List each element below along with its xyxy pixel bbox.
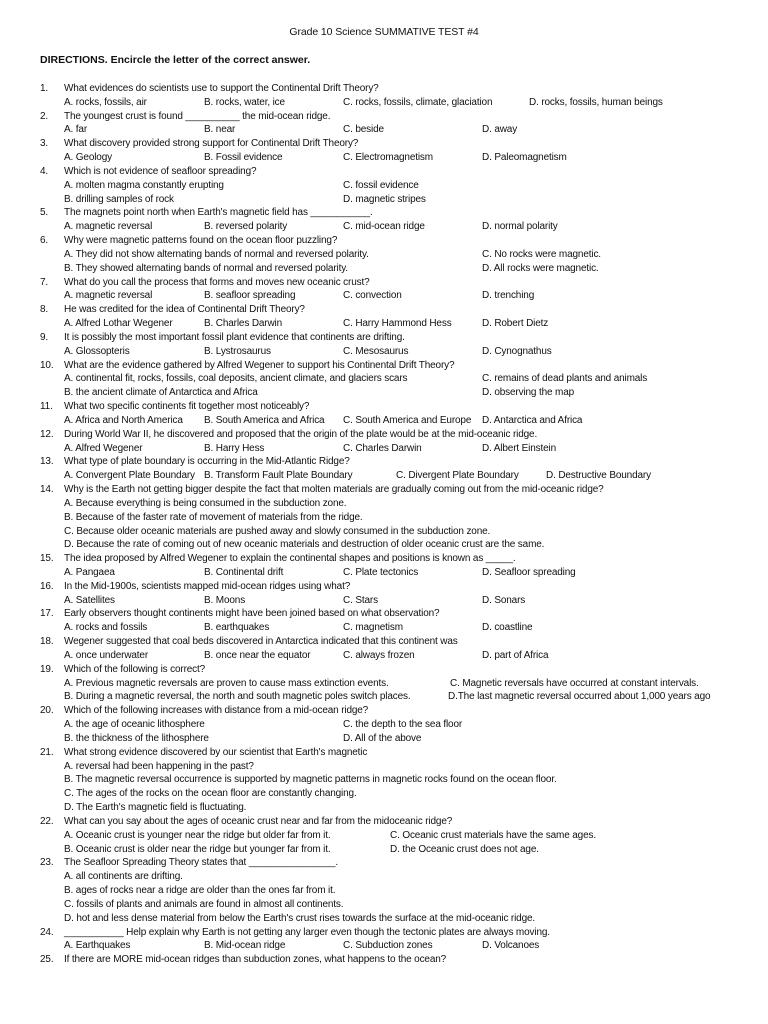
answer-option[interactable]: B. ages of rocks near a ridge are older than the ones far from it. — [64, 885, 336, 897]
answer-option[interactable]: D. Sonars — [482, 594, 526, 606]
question-text: What can you say about the ages of oceanic crust near and far from the midoceanic ridge? — [64, 815, 453, 827]
answer-options-line — [0, 566, 768, 580]
answer-option[interactable]: D. trenching — [482, 290, 535, 302]
answer-option[interactable]: D. observing the map — [482, 387, 575, 399]
answer-option[interactable]: A. the age of oceanic lithosphere — [64, 719, 205, 731]
answer-option[interactable]: D. normal polarity — [482, 221, 558, 233]
answer-option[interactable]: D. Antarctica and Africa — [482, 414, 583, 426]
answer-options-line — [0, 732, 768, 746]
answer-option[interactable]: C. Stars — [343, 594, 378, 606]
question-line — [0, 331, 768, 345]
question-line — [0, 926, 768, 940]
page-title: Grade 10 Science SUMMATIVE TEST #4 — [289, 26, 479, 38]
question-text: He was credited for the idea of Continental Drift Theory? — [64, 304, 305, 316]
question-number: 20. — [40, 705, 54, 717]
answer-option[interactable]: D. away — [482, 124, 518, 136]
answer-options-line — [0, 649, 768, 663]
answer-option[interactable]: A. rocks, fossils, air — [64, 96, 147, 108]
question-text: It is possibly the most important fossil plant evidence that continents are drifting. — [64, 331, 405, 343]
answer-options-line — [0, 538, 768, 552]
question-text: The magnets point north when Earth's magnetic field has ___________. — [64, 207, 373, 219]
answer-option[interactable]: A. Glossopteris — [64, 345, 130, 357]
question-line — [0, 276, 768, 290]
answer-option[interactable]: A. magnetic reversal — [64, 290, 153, 302]
answer-option[interactable]: C. Charles Darwin — [343, 442, 422, 454]
answer-options-line — [0, 801, 768, 815]
answer-option[interactable]: D. Volcanoes — [482, 940, 540, 952]
answer-options-line — [0, 621, 768, 635]
answer-option[interactable]: A. Alfred Lothar Wegener — [64, 318, 173, 330]
answer-option[interactable]: D. the Oceanic crust does not age. — [390, 843, 539, 855]
question-number: 10. — [40, 359, 54, 371]
answer-option[interactable]: A. Oceanic crust is younger near the ridge but older far from it. — [64, 829, 331, 841]
answer-option[interactable]: A. all continents are drifting. — [64, 871, 183, 883]
answer-option[interactable]: B. seafloor spreading — [204, 290, 296, 302]
answer-option[interactable]: B. rocks, water, ice — [204, 96, 285, 108]
answer-option[interactable]: B. Oceanic crust is older near the ridge but younger far from it. — [64, 843, 331, 855]
answer-option[interactable]: D. Paleomagnetism — [482, 152, 567, 164]
question-number: 14. — [40, 484, 54, 496]
question-line — [0, 206, 768, 220]
answer-options-line — [0, 442, 768, 456]
question-number: 19. — [40, 663, 54, 675]
question-line — [0, 856, 768, 870]
answer-options-line — [0, 497, 768, 511]
answer-option[interactable]: D. rocks, fossils, human beings — [529, 96, 663, 108]
answer-option[interactable]: B. Transform Fault Plate Boundary — [204, 470, 353, 482]
question-line — [0, 455, 768, 469]
question-text: What are the evidence gathered by Alfred Wegener to support his Continental Drift Theory? — [64, 359, 455, 371]
answer-option[interactable]: C. remains of dead plants and animals — [482, 373, 648, 385]
answer-option[interactable]: B. drilling samples of rock — [64, 193, 174, 205]
question-text: What two specific continents fit together most noticeably? — [64, 401, 310, 413]
question-text: Wegener suggested that coal beds discovered in Antarctica indicated that this continent was — [64, 636, 458, 648]
answer-options-line — [0, 594, 768, 608]
answer-option[interactable]: C. Magnetic reversals have occurred at constant intervals. — [450, 677, 699, 689]
answer-option[interactable]: D. coastline — [482, 622, 533, 634]
answer-option[interactable]: D. Cynognathus — [482, 345, 552, 357]
answer-options-line — [0, 690, 768, 704]
answer-option[interactable]: C. No rocks were magnetic. — [482, 248, 601, 260]
question-number: 13. — [40, 456, 54, 468]
answer-option[interactable]: C. mid-ocean ridge — [343, 221, 425, 233]
answer-option[interactable]: A. once underwater — [64, 649, 149, 661]
question-number: 17. — [40, 608, 54, 620]
question-line — [0, 234, 768, 248]
question-line — [0, 635, 768, 649]
question-line — [0, 110, 768, 124]
question-number: 25. — [40, 954, 54, 966]
question-line — [0, 137, 768, 151]
answer-options-line — [0, 760, 768, 774]
question-text: If there are MORE mid-ocean ridges than subduction zones, what happens to the ocean? — [64, 954, 447, 966]
answer-option[interactable]: D. part of Africa — [482, 649, 549, 661]
answer-options-line — [0, 829, 768, 843]
answer-options-line — [0, 773, 768, 787]
question-number: 23. — [40, 857, 54, 869]
answer-option[interactable]: C. fossils of plants and animals are found in almost all continents. — [64, 898, 344, 910]
answer-option[interactable]: C. Mesosaurus — [343, 345, 409, 357]
answer-option[interactable]: A. far — [64, 124, 87, 136]
question-text: The youngest crust is found __________ the mid-ocean ridge. — [64, 110, 331, 122]
answer-options-line — [0, 220, 768, 234]
answer-option[interactable]: C. Plate tectonics — [343, 566, 419, 578]
question-text: Which of the following increases with distance from a mid-ocean ridge? — [64, 705, 369, 717]
answer-options-line — [0, 262, 768, 276]
answer-options-line — [0, 345, 768, 359]
question-line — [0, 400, 768, 414]
answer-option[interactable]: B. Harry Hess — [204, 442, 265, 454]
answer-option[interactable]: B. reversed polarity — [204, 221, 288, 233]
answer-option[interactable]: A. Satellites — [64, 594, 115, 606]
answer-options-line — [0, 151, 768, 165]
answer-options-line — [0, 787, 768, 801]
answer-option[interactable]: D. Robert Dietz — [482, 318, 549, 330]
answer-option[interactable]: B. South America and Africa — [204, 414, 325, 426]
question-text: ___________ Help explain why Earth is not getting any larger even though the tectonic plates are always moving. — [64, 926, 550, 938]
answer-option[interactable]: D. hot and less dense material from below the Earth's crust rises towards the surface at the mid-oceanic ridge. — [64, 912, 536, 924]
answer-option[interactable]: D. All rocks were magnetic. — [482, 262, 599, 274]
answer-option[interactable]: B. the thickness of the lithosphere — [64, 732, 209, 744]
question-number: 11. — [40, 401, 53, 413]
answer-option[interactable]: B. Fossil evidence — [204, 152, 283, 164]
question-line — [0, 746, 768, 760]
answer-option[interactable]: C. beside — [343, 124, 384, 136]
answer-options-line — [0, 123, 768, 137]
answer-option[interactable]: D. Albert Einstein — [482, 442, 557, 454]
answer-option[interactable]: D. The Earth's magnetic field is fluctuating. — [64, 802, 247, 814]
question-number: 3. — [40, 138, 49, 150]
question-number: 16. — [40, 580, 54, 592]
question-number: 4. — [40, 165, 49, 177]
answer-option[interactable]: C. magnetism — [343, 622, 403, 634]
answer-option[interactable]: C. always frozen — [343, 649, 415, 661]
answer-option[interactable]: A. Because everything is being consumed in the subduction zone. — [64, 497, 347, 509]
question-line — [0, 483, 768, 497]
answer-options-line — [0, 843, 768, 857]
question-line — [0, 580, 768, 594]
question-line — [0, 82, 768, 96]
answer-option[interactable]: B. near — [204, 124, 236, 136]
answer-options-line — [0, 884, 768, 898]
answer-option[interactable]: A. magnetic reversal — [64, 221, 153, 233]
question-number: 18. — [40, 636, 54, 648]
answer-option[interactable]: B. Because of the faster rate of movement of materials from the ridge. — [64, 511, 363, 523]
question-line — [0, 359, 768, 373]
question-line — [0, 607, 768, 621]
answer-option[interactable]: A. molten magma constantly erupting — [64, 179, 224, 191]
answer-option[interactable]: B. The magnetic reversal occurrence is supported by magnetic patterns in magnetic rocks found on the ocean floor. — [64, 774, 557, 786]
answer-options-line — [0, 525, 768, 539]
answer-options-line — [0, 898, 768, 912]
answer-options-line — [0, 289, 768, 303]
question-line — [0, 815, 768, 829]
question-number: 15. — [40, 553, 54, 565]
answer-option[interactable]: B. the ancient climate of Antarctica and Africa — [64, 387, 258, 399]
answer-option[interactable]: B. Charles Darwin — [204, 318, 283, 330]
answer-options-line — [0, 677, 768, 691]
question-line — [0, 953, 768, 967]
answer-option[interactable]: D. Because the rate of coming out of new oceanic materials and destruction of older oceanic crust are the same. — [64, 539, 545, 551]
answer-options-line — [0, 469, 768, 483]
question-line — [0, 303, 768, 317]
question-text: What evidences do scientists use to support the Continental Drift Theory? — [64, 83, 379, 94]
answer-option[interactable]: A. Geology — [64, 152, 112, 164]
question-text: Which is not evidence of seafloor spreading? — [64, 165, 257, 177]
answer-options-line — [0, 372, 768, 386]
answer-option[interactable]: A. rocks and fossils — [64, 622, 148, 634]
answer-option[interactable]: C. convection — [343, 290, 402, 302]
question-number: 5. — [40, 207, 49, 219]
answer-options-line — [0, 511, 768, 525]
question-text: The Seafloor Spreading Theory states that ________________. — [64, 857, 338, 869]
answer-option[interactable]: D. magnetic stripes — [343, 193, 426, 205]
answer-option[interactable]: A. They did not show alternating bands of normal and reversed polarity. — [64, 248, 369, 260]
answer-option[interactable]: A. Alfred Wegener — [64, 442, 143, 454]
answer-option[interactable]: A. Convergent Plate Boundary — [64, 470, 195, 482]
question-line — [0, 428, 768, 442]
answer-option[interactable]: B. During a magnetic reversal, the north and south magnetic poles switch places. — [64, 691, 411, 703]
answer-option[interactable]: C. the depth to the sea floor — [343, 719, 463, 731]
question-text: Why is the Earth not getting bigger despite the fact that molten materials are gradually coming out from the mid-oceanic ridge? — [64, 484, 604, 496]
answer-option[interactable]: B. Lystrosaurus — [204, 345, 271, 357]
answer-options-line — [0, 912, 768, 926]
answer-options-line — [0, 718, 768, 732]
answer-options-line — [0, 317, 768, 331]
question-line — [0, 663, 768, 677]
answer-option[interactable]: C. Electromagnetism — [343, 152, 433, 164]
answer-option[interactable]: A. Pangaea — [64, 566, 115, 578]
answer-option[interactable]: C. South America and Europe — [343, 414, 472, 426]
answer-option[interactable]: B. Moons — [204, 594, 246, 606]
answer-option[interactable]: B. Mid-ocean ridge — [204, 940, 286, 952]
question-number: 9. — [40, 331, 49, 343]
answer-options-line — [0, 248, 768, 262]
answer-options-line — [0, 386, 768, 400]
answer-options-line — [0, 179, 768, 193]
question-number: 8. — [40, 304, 49, 316]
question-number: 2. — [40, 110, 49, 122]
answer-option[interactable]: C. Oceanic crust materials have the same ages. — [390, 829, 596, 841]
question-text: What strong evidence discovered by our scientist that Earth's magnetic — [64, 746, 368, 758]
question-number: 7. — [40, 276, 49, 288]
question-text: Which of the following is correct? — [64, 663, 206, 675]
answer-option[interactable]: B. Continental drift — [204, 566, 284, 578]
question-number: 21. — [40, 746, 54, 758]
question-line — [0, 704, 768, 718]
question-text: What discovery provided strong support for Continental Drift Theory? — [64, 138, 359, 150]
question-text: The idea proposed by Alfred Wegener to explain the continental shapes and positions is known as _____. — [64, 553, 516, 565]
answer-option[interactable]: C. The ages of the rocks on the ocean floor are constantly changing. — [64, 788, 357, 800]
answer-option[interactable]: A. Earthquakes — [64, 940, 131, 952]
question-number: 24. — [40, 926, 54, 938]
answer-option[interactable]: B. They showed alternating bands of normal and reversed polarity. — [64, 262, 348, 274]
answer-options-line — [0, 939, 768, 953]
answer-option[interactable]: D. Destructive Boundary — [546, 470, 651, 482]
answer-option[interactable]: C. rocks, fossils, climate, glaciation — [343, 96, 493, 108]
question-number: 1. — [40, 83, 49, 94]
answer-option[interactable]: D. Seafloor spreading — [482, 566, 576, 578]
answer-option[interactable]: A. continental fit, rocks, fossils, coal deposits, ancient climate, and glaciers scars — [64, 373, 408, 385]
question-line — [0, 552, 768, 566]
answer-option[interactable]: A. reversal had been happening in the past? — [64, 760, 254, 772]
question-text: Why were magnetic patterns found on the ocean floor puzzling? — [64, 235, 338, 247]
question-number: 12. — [40, 428, 54, 440]
answer-option[interactable]: C. Divergent Plate Boundary — [396, 470, 519, 482]
answer-options-line — [0, 96, 768, 110]
answer-option[interactable]: C. Subduction zones — [343, 940, 433, 952]
answer-option[interactable]: D. All of the above — [343, 732, 422, 744]
question-text: What do you call the process that forms and moves new oceanic crust? — [64, 276, 370, 288]
answer-option[interactable]: B. earthquakes — [204, 622, 270, 634]
question-text: What type of plate boundary is occurring in the Mid-Atlantic Ridge? — [64, 456, 350, 468]
question-text: In the Mid-1900s, scientists mapped mid-ocean ridges using what? — [64, 580, 351, 592]
answer-option[interactable]: A. Africa and North America — [64, 414, 183, 426]
answer-option[interactable]: C. Because older oceanic materials are pushed away and slowly consumed in the subduction zone. — [64, 525, 491, 537]
question-list — [0, 82, 768, 967]
question-number: 22. — [40, 815, 54, 827]
answer-option[interactable]: C. fossil evidence — [343, 179, 419, 191]
answer-option[interactable]: C. Harry Hammond Hess — [343, 318, 452, 330]
answer-option[interactable]: D.The last magnetic reversal occurred about 1,000 years ago — [448, 691, 711, 703]
question-text: Early observers thought continents might have been joined based on what observation? — [64, 608, 440, 620]
answer-options-line — [0, 870, 768, 884]
question-text: During World War II, he discovered and proposed that the origin of the plate would be at the mid-oceanic ridge. — [64, 428, 538, 440]
answer-options-line — [0, 414, 768, 428]
question-line — [0, 165, 768, 179]
answer-option[interactable]: A. Previous magnetic reversals are proven to cause mass extinction events. — [64, 677, 389, 689]
answer-options-line — [0, 193, 768, 207]
directions: DIRECTIONS. Encircle the letter of the correct answer. — [40, 54, 311, 66]
question-number: 6. — [40, 235, 49, 247]
answer-option[interactable]: B. once near the equator — [204, 649, 311, 661]
